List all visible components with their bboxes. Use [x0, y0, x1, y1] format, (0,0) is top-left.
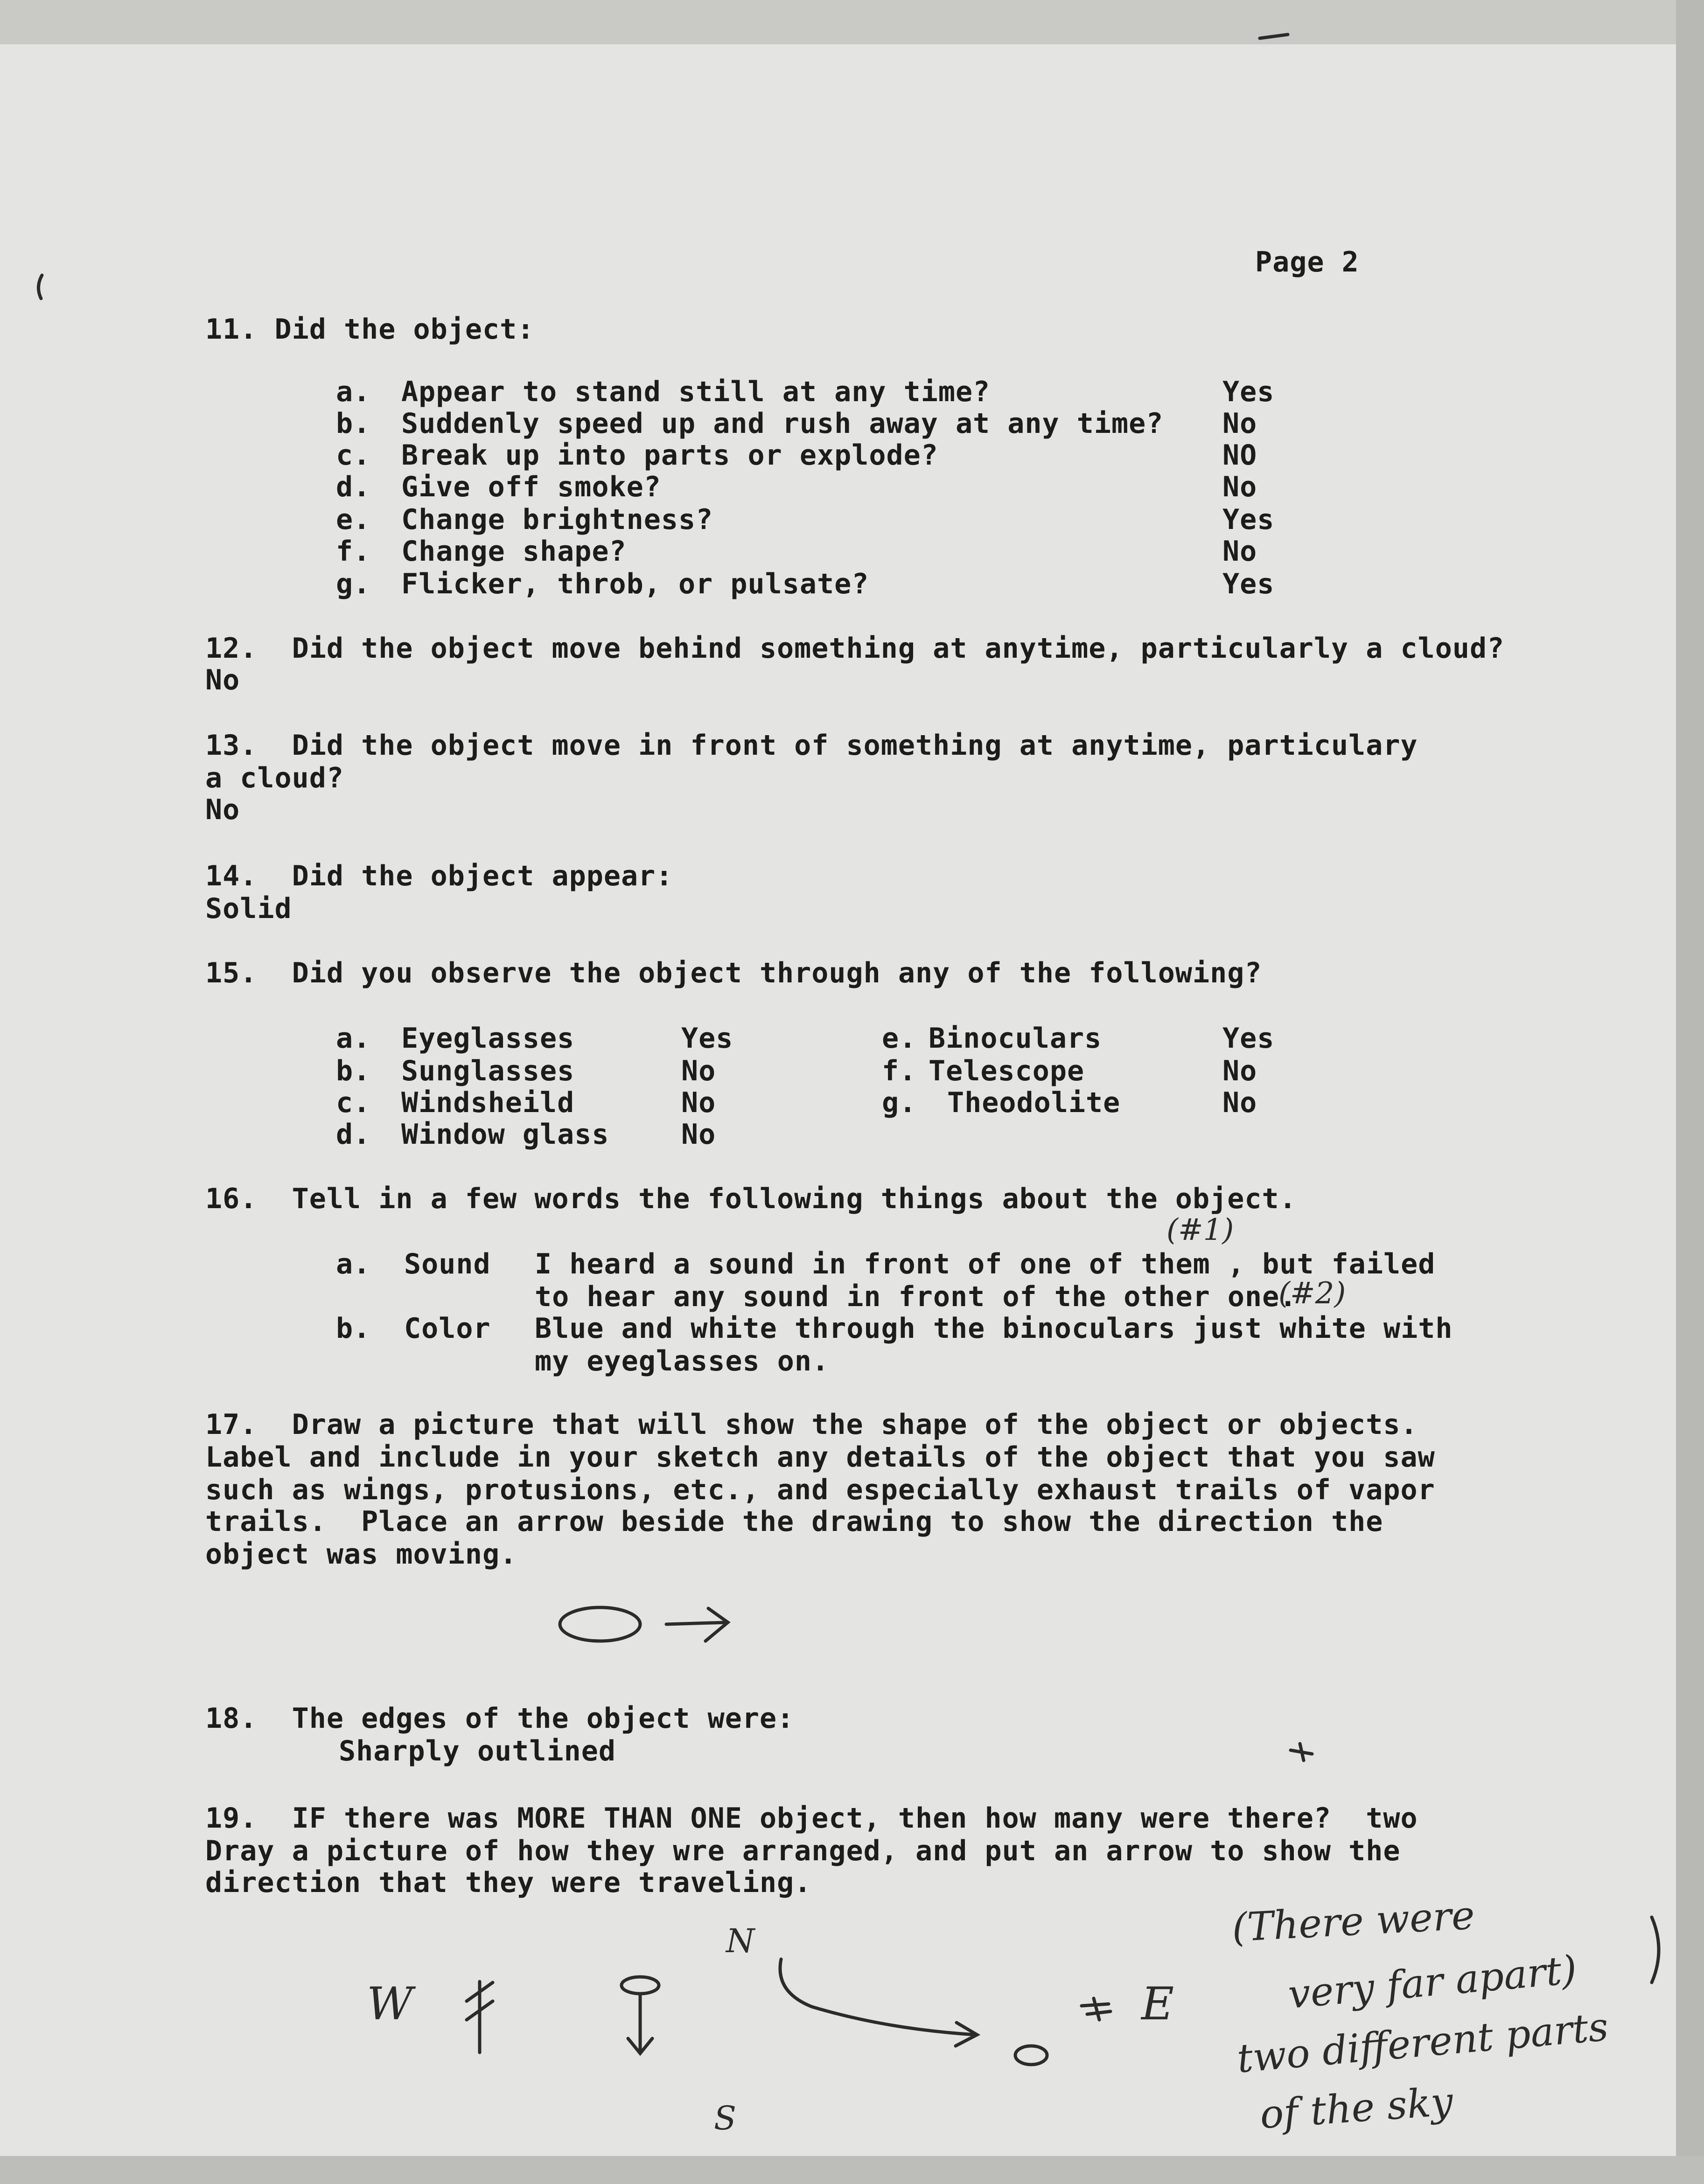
- object-sketch-oval: [560, 1607, 640, 1641]
- q11-letter: b.: [336, 407, 371, 440]
- compass-west: W: [367, 1978, 413, 2030]
- q16-handwritten-note-2: (#2): [1278, 1276, 1346, 1311]
- q17-line: object was moving.: [205, 1538, 517, 1571]
- q11-text: Flicker, throb, or pulsate?: [401, 568, 869, 600]
- q15-letter: a.: [336, 1022, 371, 1055]
- q17-line: 17. Draw a picture that will show the shape of the object or objects.: [205, 1408, 1418, 1441]
- q11-text: Give off smoke?: [401, 471, 661, 503]
- handwritten-note-line: of the sky: [1258, 2078, 1455, 2138]
- q14-answer: Solid: [205, 892, 292, 925]
- q11-text: Change shape?: [401, 535, 627, 568]
- q16-a-line2: to hear any sound in front of the other one.: [535, 1280, 1297, 1313]
- q15-answer: No: [681, 1118, 716, 1151]
- q11-letter: g.: [336, 568, 371, 600]
- compass-north: N: [726, 1922, 755, 1960]
- q19-line: 19. IF there was MORE THAN ONE object, then how many were there? two: [205, 1802, 1418, 1835]
- margin-mark: [38, 275, 42, 299]
- compass-east: E: [1141, 1978, 1174, 2030]
- q15-option: Windsheild: [401, 1086, 575, 1119]
- q16-a-letter: a.: [336, 1248, 371, 1280]
- q19-line: direction that they were traveling.: [205, 1866, 812, 1899]
- q14-question: 14. Did the object appear:: [205, 860, 673, 892]
- handwritten-note-line: two different parts: [1235, 2003, 1610, 2082]
- q15-question: 15. Did you observe the object through any of the following?: [205, 957, 1262, 989]
- q15-option: Eyeglasses: [401, 1022, 575, 1055]
- note-bracket: [1652, 1917, 1659, 1982]
- q11-letter: a.: [336, 376, 371, 408]
- q15-letter: g.: [882, 1086, 917, 1119]
- q11-answer: No: [1222, 471, 1257, 503]
- q15-answer: No: [1222, 1055, 1257, 1087]
- q15-option: Window glass: [401, 1118, 609, 1151]
- q12-question: 12. Did the object move behind something at anytime, particularly a cloud?: [205, 632, 1505, 665]
- q16-b-line2: my eyeglasses on.: [535, 1345, 830, 1377]
- q11-answer: No: [1222, 407, 1257, 440]
- corner-mark: [1260, 35, 1288, 38]
- q16-a-label: Sound: [404, 1248, 491, 1280]
- q15-answer: No: [1222, 1086, 1257, 1119]
- q11-answer: Yes: [1222, 568, 1275, 600]
- east-marker: [1082, 1998, 1110, 2020]
- travel-arrow-icon: [780, 1959, 975, 2035]
- q11-text: Change brightness?: [401, 503, 713, 536]
- q16-b-line1: Blue and white through the binoculars just white with: [535, 1312, 1453, 1345]
- q16-handwritten-note-1: (#1): [1166, 1213, 1234, 1247]
- handwritten-note-line: very far apart): [1286, 1947, 1579, 2017]
- q16-b-letter: b.: [336, 1312, 371, 1345]
- q11-answer: No: [1222, 535, 1257, 568]
- star-mark: [1291, 1744, 1312, 1760]
- q13-answer: No: [205, 793, 240, 826]
- q15-option: Telescope: [929, 1055, 1085, 1087]
- q11-answer: NO: [1222, 439, 1257, 472]
- q17-line: trails. Place an arrow beside the drawing to show the direction the: [205, 1505, 1383, 1538]
- q15-answer: Yes: [681, 1022, 733, 1055]
- q15-option: Binoculars: [929, 1022, 1102, 1055]
- q15-letter: d.: [336, 1118, 371, 1151]
- q13-question-line2: a cloud?: [205, 762, 344, 794]
- q16-a-line1: I heard a sound in front of one of them , but failed: [535, 1248, 1436, 1280]
- q11-text: Appear to stand still at any time?: [401, 376, 991, 408]
- q11-text: Suddenly speed up and rush away at any time?: [401, 407, 1164, 440]
- q15-letter: f.: [882, 1055, 917, 1087]
- q15-letter: b.: [336, 1055, 371, 1087]
- q17-line: Label and include in your sketch any details of the object that you saw: [205, 1441, 1435, 1474]
- q11-heading: 11. Did the object:: [205, 313, 535, 346]
- q11-letter: e.: [336, 503, 371, 536]
- q11-letter: d.: [336, 471, 371, 503]
- q18-answer: Sharply outlined: [339, 1735, 616, 1767]
- direction-arrow-icon: [666, 1608, 728, 1641]
- compass-south: S: [714, 2099, 736, 2137]
- down-arrow-icon: [628, 1994, 652, 2053]
- page-number: Page 2: [1255, 246, 1359, 278]
- handwritten-note-line: (There were: [1230, 1892, 1476, 1951]
- q15-letter: c.: [336, 1086, 371, 1119]
- object-two-icon: [1015, 2046, 1047, 2065]
- q11-letter: f.: [336, 535, 371, 568]
- q16-question: 16. Tell in a few words the following things about the object.: [205, 1182, 1297, 1215]
- q17-line: such as wings, protusions, etc., and especially exhaust trails of vapor: [205, 1474, 1435, 1506]
- q11-letter: c.: [336, 439, 371, 472]
- q15-option: Sunglasses: [401, 1055, 575, 1087]
- q15-answer: No: [681, 1055, 716, 1087]
- q15-answer: Yes: [1222, 1022, 1275, 1055]
- q12-answer: No: [205, 664, 240, 696]
- q11-answer: Yes: [1222, 503, 1275, 536]
- q16-b-label: Color: [404, 1312, 491, 1345]
- q15-option: Theodolite: [947, 1086, 1121, 1119]
- q15-answer: No: [681, 1086, 716, 1119]
- q18-question: 18. The edges of the object were:: [205, 1702, 795, 1735]
- q11-answer: Yes: [1222, 376, 1275, 408]
- west-marker: [467, 1982, 493, 2052]
- q15-letter: e.: [882, 1022, 917, 1055]
- q13-question-line1: 13. Did the object move in front of something at anytime, particulary: [205, 729, 1418, 762]
- q11-text: Break up into parts or explode?: [401, 439, 938, 472]
- object-one-icon: [622, 1977, 659, 1994]
- q19-line: Dray a picture of how they wre arranged, and put an arrow to show the: [205, 1835, 1401, 1867]
